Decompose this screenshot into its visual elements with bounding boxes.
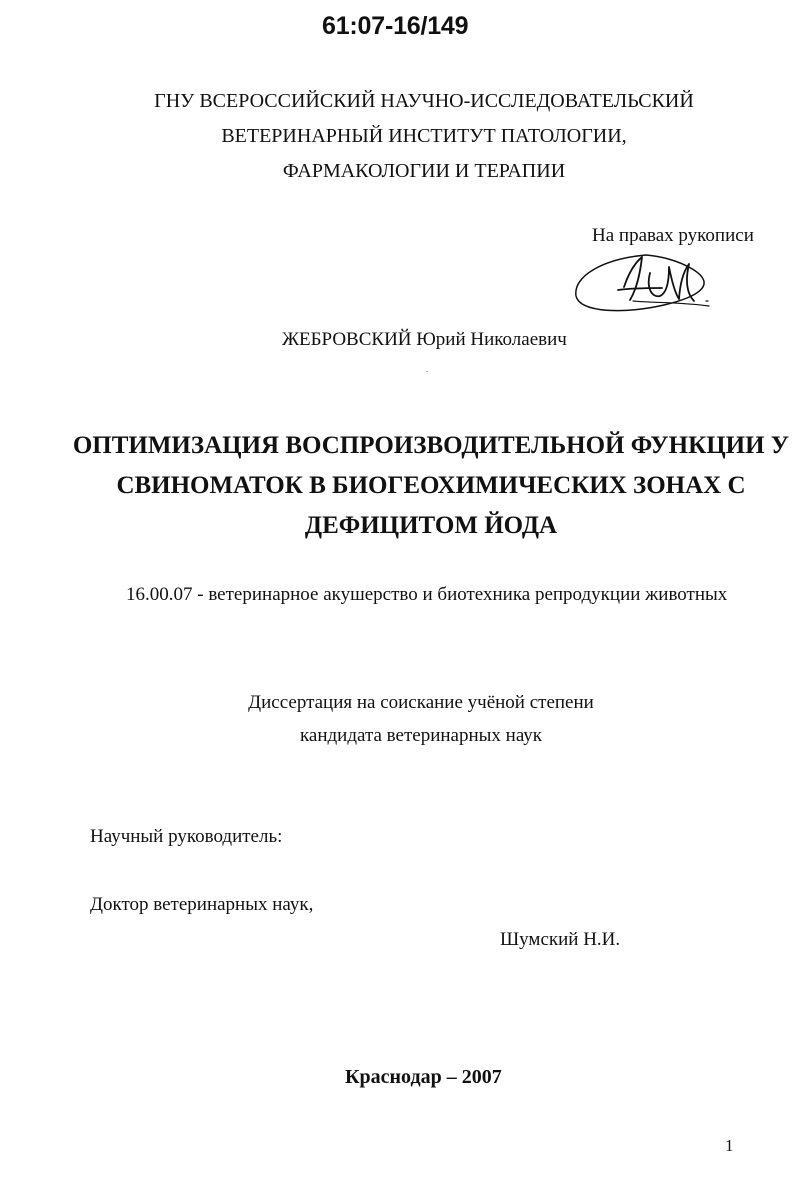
degree-line: кандидата ветеринарных наук [299, 725, 543, 746]
city-year: Краснодар – 2007 [345, 1066, 502, 1088]
degree-statement [0, 686, 792, 752]
author-name: ЖЕБРОВСКИЙ Юрий Николаевич [282, 329, 567, 350]
page-number: 1 [725, 1136, 734, 1155]
organization-line: ВЕТЕРИНАРНЫЙ ИНСТИТУТ ПАТОЛОГИИ, [221, 125, 627, 147]
organization-heading [0, 84, 792, 189]
organization-line: ГНУ ВСЕРОССИЙСКИЙ НАУЧНО-ИССЛЕДОВАТЕЛЬСКИЙ [154, 90, 694, 112]
supervisor-label: Научный руководитель: [90, 826, 283, 847]
title-line: ОПТИМИЗАЦИЯ ВОСПРОИЗВОДИТЕЛЬНОЙ ФУНКЦИИ У [72, 432, 790, 459]
dissertation-title [0, 426, 792, 546]
handwritten-signature [568, 245, 718, 317]
title-line: ДЕФИЦИТОМ ЙОДА [304, 512, 558, 539]
supervisor-name: Шумский Н.И. [500, 929, 621, 950]
scan-speck [426, 371, 428, 372]
title-line: СВИНОМАТОК В БИОГЕОХИМИЧЕСКИХ ЗОНАХ С [116, 472, 746, 499]
manuscript-note: На правах рукописи [592, 225, 754, 246]
supervisor-degree: Доктор ветеринарных наук, [90, 894, 314, 915]
specialty-code: 16.00.07 - ветеринарное акушерство и биотехника репродукции животных [126, 584, 728, 605]
organization-line: ФАРМАКОЛОГИИ И ТЕРАПИИ [282, 160, 566, 182]
document-code: 61:07-16/149 [322, 12, 469, 40]
degree-line: Диссертация на соискание учёной степени [248, 692, 594, 713]
